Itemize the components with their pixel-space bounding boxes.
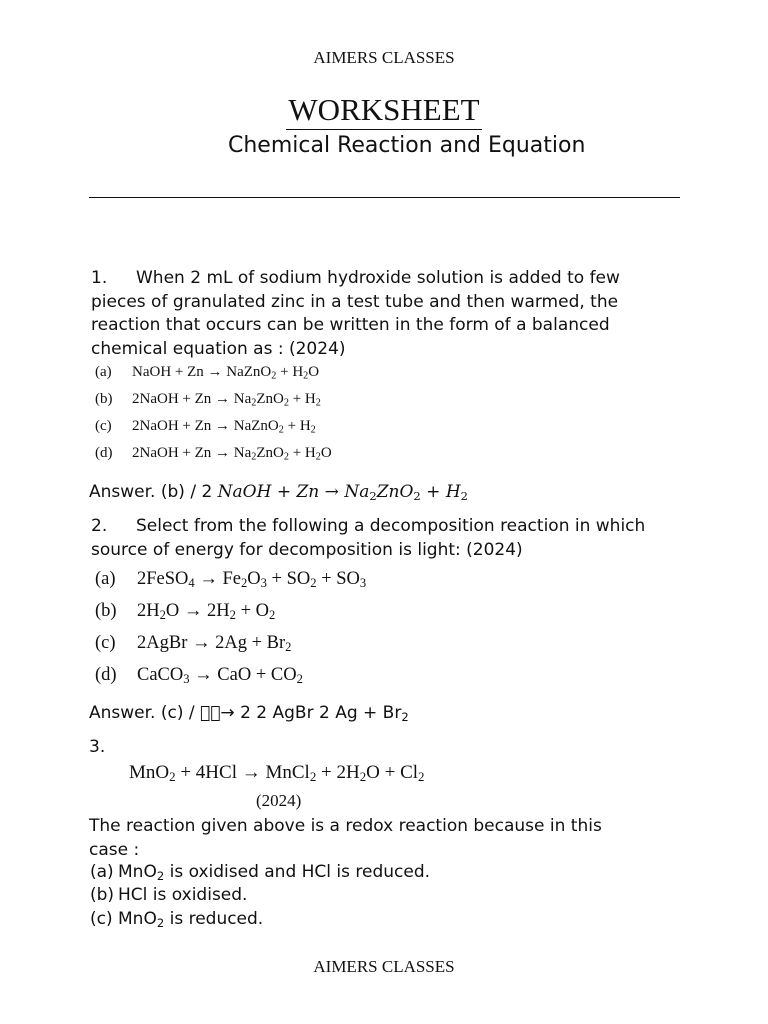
question-text-line: pieces of granulated zinc in a test tube and then warmed, the bbox=[91, 291, 619, 312]
header-divider bbox=[89, 197, 680, 198]
page-subtitle: Chemical Reaction and Equation bbox=[228, 133, 586, 158]
page-title bbox=[0, 92, 768, 128]
header-institute: AIMERS CLASSES bbox=[313, 48, 455, 67]
q3-option-a: (a) MnO$_2$ is oxidised and HCl is reduced. bbox=[90, 862, 431, 883]
q2-answer: Answer. (c) / → 2 2 AgBr 2 $Ag + Br_2$ bbox=[89, 703, 409, 724]
question-text-line: case : bbox=[89, 839, 140, 860]
question-text-line: source of energy for decomposition is light: (2024) bbox=[91, 539, 523, 560]
q1-option-a: (a) NaOH + Zn → NaZnO$_2$ + $H_2O$ bbox=[95, 364, 320, 382]
q3-equation: MnO$_2$ + 4HCl → MnCl$_2$ + $2H_2O + Cl_2$ bbox=[129, 762, 425, 785]
question-1 bbox=[91, 267, 691, 361]
question-text-line: Select from the following a decomposition reaction in which bbox=[136, 516, 646, 536]
q3-year: (2024) bbox=[256, 791, 302, 810]
question-text-line: reaction that occurs can be written in the form of a balanced bbox=[91, 315, 610, 335]
q1-option-b: (b) 2NaOH + $Zn \to Na_2ZnO_2 + H_2$ bbox=[95, 391, 321, 409]
question-text-line: chemical equation as : (2024) bbox=[91, 338, 346, 359]
question-number: 1. bbox=[91, 268, 108, 288]
q2-option-a: (a) 2FeSO$_4$ → $Fe_2O_3 + SO_2 + SO_3$ bbox=[95, 569, 367, 591]
q1-option-d: (d) 2NaOH + $Zn \to Na_2ZnO_2 + H_2O$ bbox=[95, 445, 332, 463]
q1-answer: Answer. (b) / 2 NaOH + $Zn \to Na_2ZnO_2 + H_2$ bbox=[89, 482, 469, 503]
footer-institute: AIMERS CLASSES bbox=[313, 957, 455, 976]
question-text-line: The reaction given above is a redox reaction because in this bbox=[89, 816, 602, 836]
page-title-text: WORKSHEET bbox=[286, 92, 481, 130]
question-3-number: 3. bbox=[89, 737, 106, 757]
question-2 bbox=[91, 515, 691, 562]
question-text-line: When 2 mL of sodium hydroxide solution is added to few bbox=[136, 268, 620, 288]
q3-option-b: (b) HCl is oxidised. bbox=[90, 885, 248, 905]
q2-option-c: (c) 2AgBr → $2Ag + Br_2$ bbox=[95, 633, 292, 655]
q2-option-d: (d) CaCO$_3$ → CaO + $CO_2$ bbox=[95, 665, 303, 687]
q3-stem bbox=[89, 815, 689, 862]
q3-option-c: (c) MnO$_2$ is reduced. bbox=[90, 909, 264, 930]
q1-option-c: (c) 2NaOH + Zn → NaZnO$_2$ + $H_2$ bbox=[95, 418, 316, 436]
question-number: 2. bbox=[91, 516, 108, 536]
q2-option-b: (b) $2H_2O \to 2H_2 + O_2$ bbox=[95, 601, 276, 623]
